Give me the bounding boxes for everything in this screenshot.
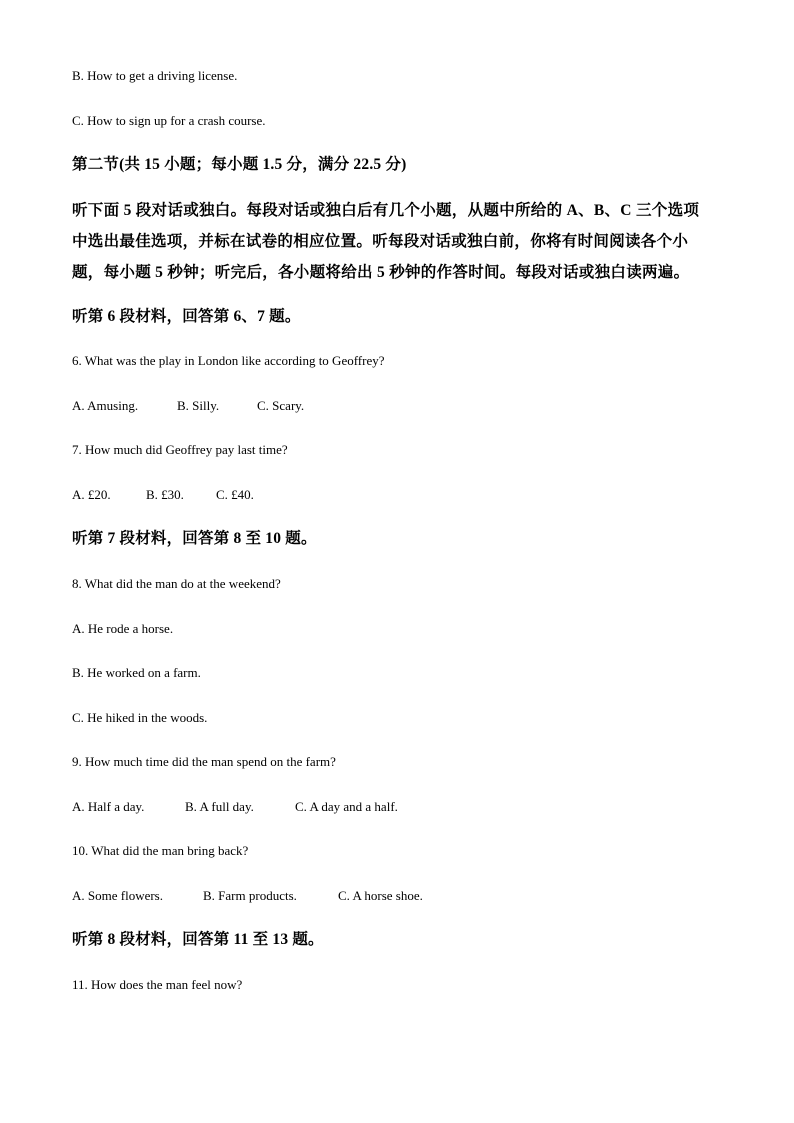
option-a: A. Some flowers. <box>72 888 163 903</box>
question-6: 6. What was the play in London like according to Geoffrey? <box>72 353 385 368</box>
instructions-line-2: 中选出最佳选项，并标在试卷的相应位置。听每段对话或独白前，你将有时间阅读各个小 <box>72 233 689 250</box>
option-c: C. Scary. <box>257 398 305 413</box>
section-instructions <box>72 195 724 288</box>
question-8-option-b: B. He worked on a farm. <box>72 665 201 680</box>
question-8-option-c: C. He hiked in the woods. <box>72 710 208 725</box>
question-9: 9. How much time did the man spend on the farm? <box>72 754 336 769</box>
question-11: 11. How does the man feel now? <box>72 977 243 992</box>
option-c: C. A day and a half. <box>295 799 398 814</box>
material-8-heading: 听第 8 段材料，回答第 11 至 13 题。 <box>72 931 324 948</box>
option-a: A. £20. <box>72 487 111 502</box>
option-b: B. How to get a driving license. <box>72 68 238 83</box>
instructions-line-1: 听下面 5 段对话或独白。每段对话或独白后有几个小题，从题中所给的 A、B、C 三个选项 <box>72 202 700 219</box>
option-a: A. Half a day. <box>72 799 145 814</box>
option-b: B. Silly. <box>177 398 220 413</box>
material-6-heading: 听第 6 段材料，回答第 6、7 题。 <box>72 308 301 325</box>
option-a: A. Amusing. <box>72 398 139 413</box>
material-7-heading: 听第 7 段材料，回答第 8 至 10 题。 <box>72 530 317 547</box>
section-title: 第二节(共 15 小题；每小题 1.5 分，满分 22.5 分) <box>72 156 407 173</box>
option-c: C. A horse shoe. <box>338 888 423 903</box>
question-8-option-a: A. He rode a horse. <box>72 621 174 636</box>
option-b: B. Farm products. <box>203 888 297 903</box>
instructions-line-3: 题，每小题 5 秒钟；听完后，各小题将给出 5 秒钟的作答时间。每段对话或独白读两遍。 <box>72 264 690 281</box>
option-c: C. £40. <box>216 487 254 502</box>
question-9-options <box>72 798 398 816</box>
question-10-options <box>72 887 423 905</box>
option-b: B. A full day. <box>185 799 254 814</box>
option-b: B. £30. <box>146 487 184 502</box>
question-8: 8. What did the man do at the weekend? <box>72 576 281 591</box>
question-7-options <box>72 486 254 504</box>
question-6-options <box>72 397 304 415</box>
question-10: 10. What did the man bring back? <box>72 843 249 858</box>
option-c: C. How to sign up for a crash course. <box>72 113 266 128</box>
question-7: 7. How much did Geoffrey pay last time? <box>72 442 288 457</box>
